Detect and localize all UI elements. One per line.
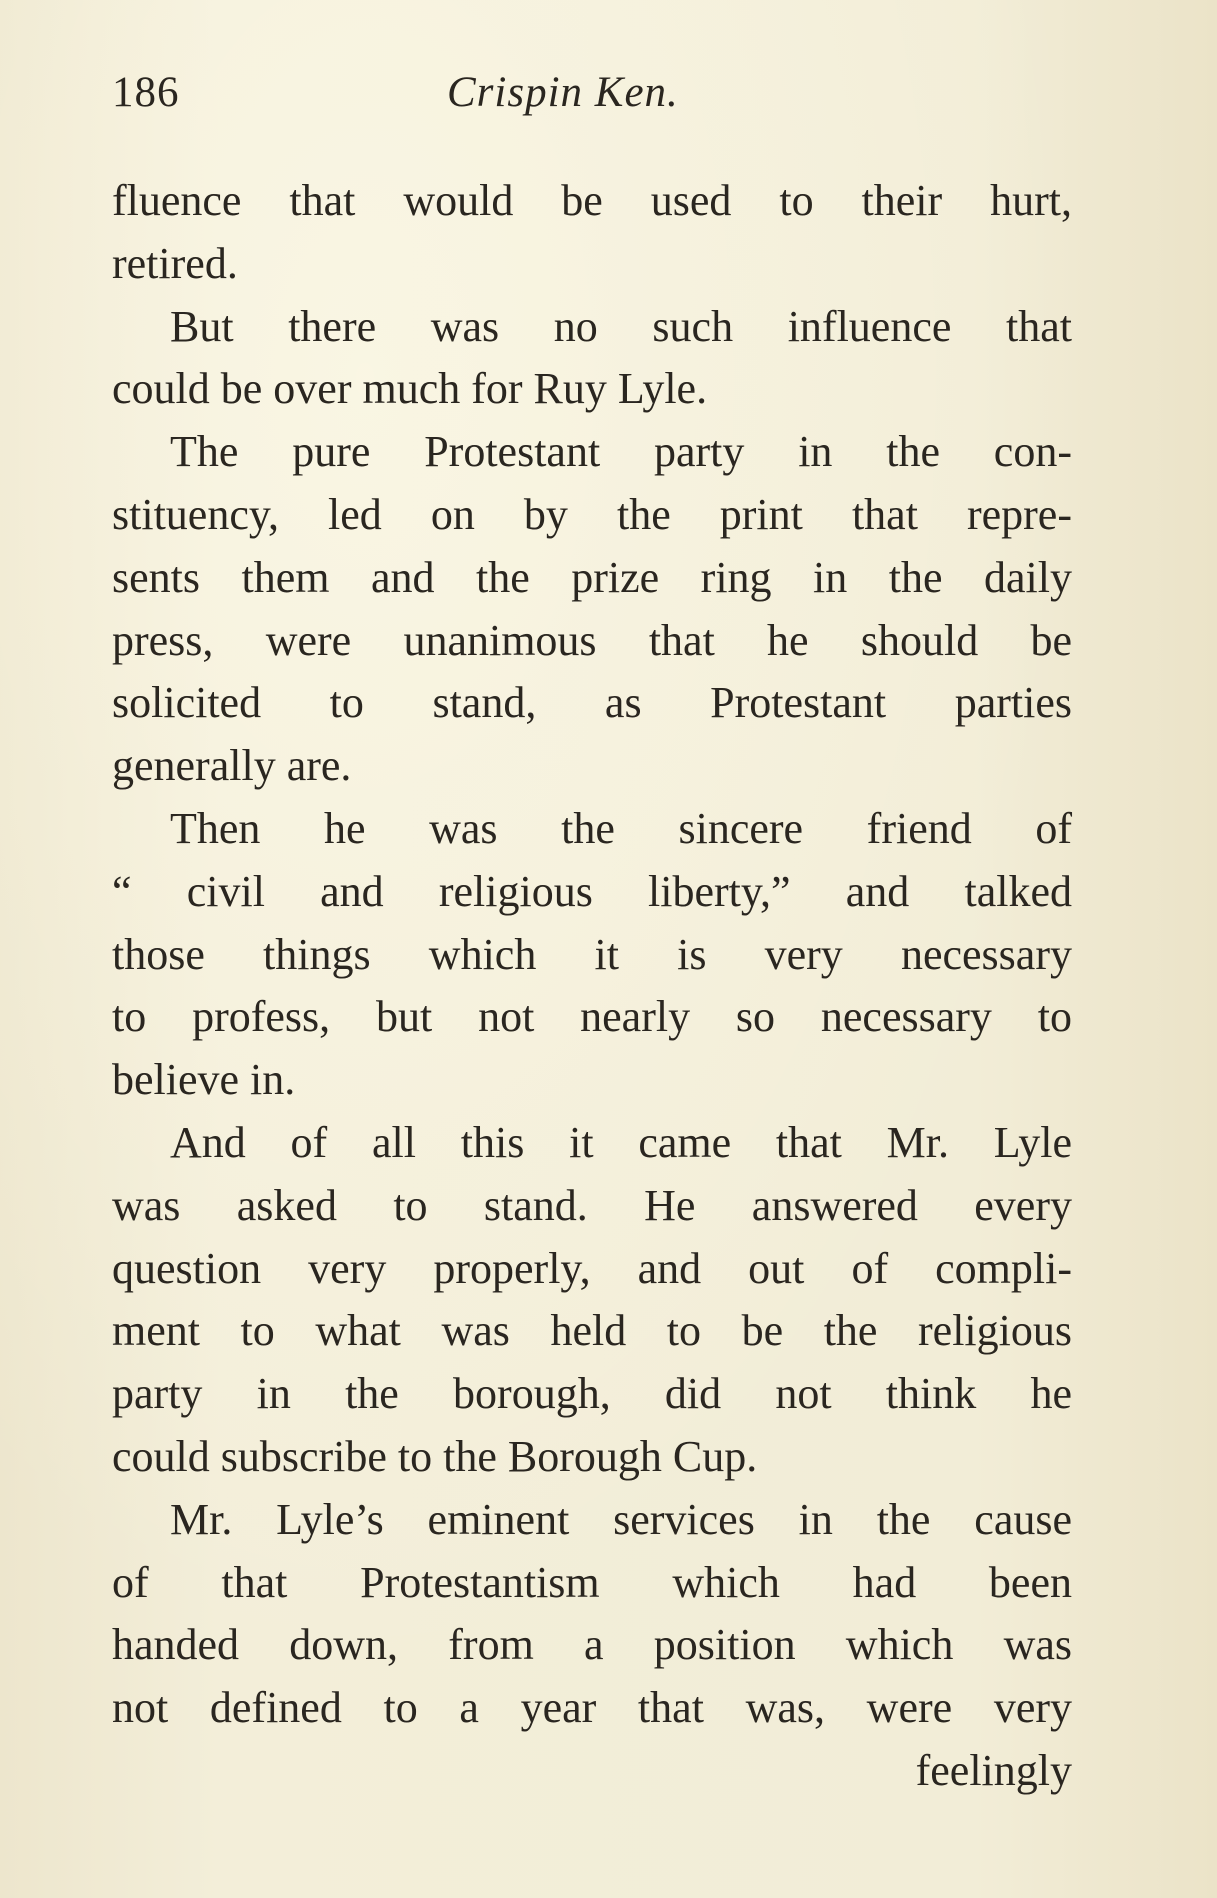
text-line: not defined to a year that was, were very [112,1683,1072,1733]
text-line: press, were unanimous that he should be [112,615,1072,665]
text-line: sents them and the prize ring in the daily [112,552,1072,602]
page-header [112,68,1072,138]
text-line: retired. [112,238,238,288]
text-line: But there was no such influence that [170,301,1072,351]
text-line: party in the borough, did not think he [112,1369,1072,1419]
text-line: could subscribe to the Borough Cup. [112,1431,758,1481]
text-line: solicited to stand, as Protestant parties [112,678,1072,728]
text-line: could be over much for Ruy Lyle. [112,364,708,414]
text-line: question very properly, and out of compli- [112,1243,1072,1293]
text-line: handed down, from a position which was [112,1620,1072,1670]
text-line: stituency, led on by the print that repre- [112,489,1072,539]
text-line: The pure Protestant party in the con- [170,427,1072,477]
body-text [112,170,1072,1803]
catchword: feelingly [915,1745,1072,1795]
text-line: generally are. [112,741,352,791]
text-line: of that Protestantism which had been [112,1557,1072,1607]
text-line: And of all this it came that Mr. Lyle [170,1117,1072,1167]
text-line: fluence that would be used to their hurt, [112,176,1072,225]
page-number: 186 [112,69,180,116]
text-line: to profess, but not nearly so necessary to [112,992,1072,1042]
text-line: Mr. Lyle’s eminent services in the cause [170,1494,1072,1544]
text-line: believe in. [112,1055,296,1105]
text-line: those things which it is very necessary [112,929,1072,979]
text-line: was asked to stand. He answered every [112,1180,1072,1230]
text-line: ment to what was held to be the religious [112,1306,1072,1356]
running-title: Crispin Ken. [447,69,679,116]
text-line: Then he was the sincere friend of [170,803,1072,853]
text-line: “ civil and religious liberty,” and talked [112,866,1072,916]
